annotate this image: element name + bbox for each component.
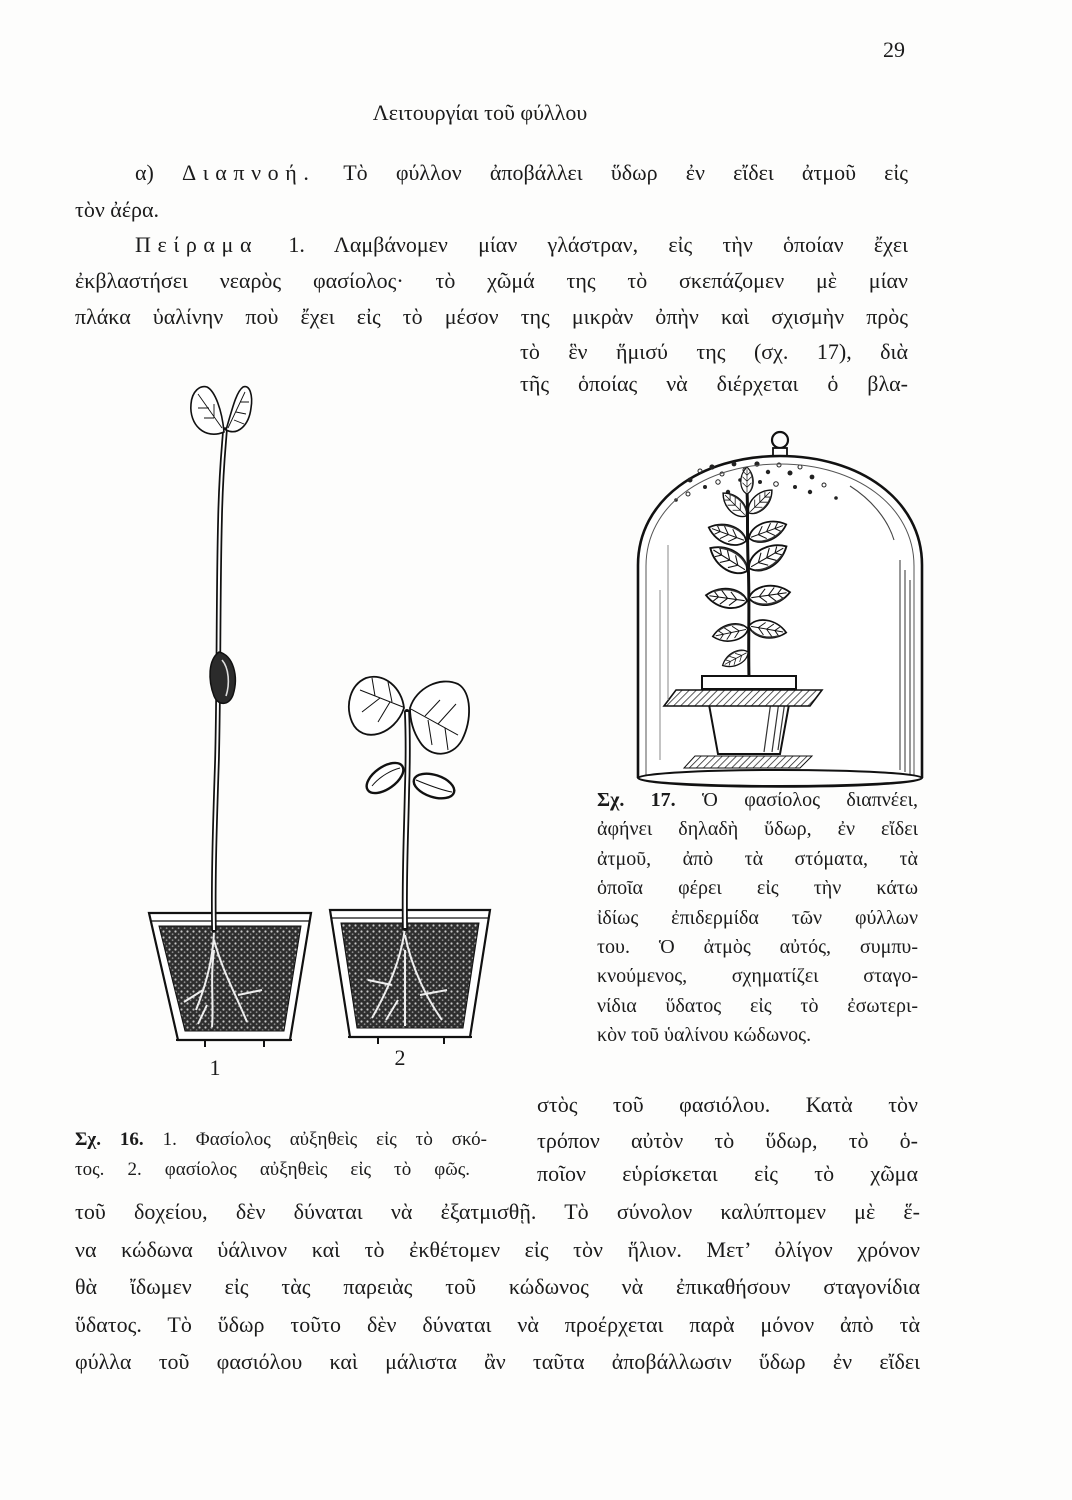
leaf bbox=[410, 681, 469, 753]
figure-16-caption-line bbox=[75, 1127, 487, 1153]
paragraph-line: φύλλα τοῦ φασιόλου καὶ μάλιστα ἂν ταῦτα ἀποβάλλωσιν ὕδωρ ἐν εἴδει bbox=[75, 1349, 920, 1374]
figure-17-caption-line: κὸν τοῦ ὑαλίνου κώδωνος. bbox=[597, 1024, 812, 1046]
paragraph-line: τρόπον αὐτὸν τὸ ὕδωρ, τὸ ὁ- bbox=[537, 1128, 918, 1153]
figure-16-label: Σχ. 16. bbox=[75, 1129, 144, 1150]
paragraph-line: ποῖον εὑρίσκεται εἰς τὸ χῶμα bbox=[537, 1161, 918, 1186]
term-experiment: Πείραμα bbox=[135, 232, 259, 257]
paragraph-line: πλάκα ὑαλίνην ποὺ ἔχει εἰς τὸ μέσον της μικρὰν ὀπὴν καὶ σχισμὴν πρὸς bbox=[75, 304, 908, 329]
paragraph-line: να κώδωνα ὑάλινον καὶ τὸ ἐκθέτομεν εἰς τὸν ἥλιον. Μετ’ ὀλίγον χρόνον bbox=[75, 1237, 920, 1262]
bell-jar-knob bbox=[772, 432, 788, 448]
paragraph-line: ὕδατος. Τὸ ὕδωρ τοῦτο δὲν δύναται νὰ προέρχεται παρὰ μόνον ἀπὸ τὰ bbox=[75, 1312, 920, 1337]
term-transpiration: Διαπνοή. bbox=[182, 160, 316, 185]
figure-17-caption-line: του. Ὁ ἀτμὸς αὐτός, συμπυ- bbox=[597, 936, 918, 958]
caption-text: Ὁ φασίολος διαπνέει, bbox=[702, 789, 918, 811]
paragraph-line: στὸς τοῦ φασιόλου. Κατὰ τὸν bbox=[537, 1092, 918, 1117]
figure-17-caption-line: νίδια ὕδατος εἰς τὸ ἐσωτερι- bbox=[597, 995, 918, 1017]
paragraph-text: 1. Λαμβάνομεν μίαν γλάστραν, εἰς τὴν ὁποίαν ἔχει bbox=[288, 232, 908, 257]
paragraph-line: τὸν ἀέρα. bbox=[75, 197, 160, 222]
figure-16-illustration bbox=[149, 387, 490, 1047]
paragraph-line: τὸ ἓν ἥμισύ της (σχ. 17), διὰ bbox=[520, 339, 908, 364]
page-number: 29 bbox=[883, 37, 905, 62]
pot-1 bbox=[149, 913, 311, 1047]
figure-17-caption-line: ἰδίως ἐπιδερμίδα τῶν φύλλων bbox=[597, 907, 918, 929]
paragraph-line: τοῦ δοχείου, δὲν δύναται νὰ ἐξατμισθῇ. Τὸ σύνολον καλύπτομεν μὲ ἕ- bbox=[75, 1199, 920, 1224]
figure-16-caption-line: τος. 2. φασίολος αὐξηθεὶς εἰς τὸ φῶς. bbox=[75, 1159, 470, 1180]
paragraph-line: ἐκβλαστήσει νεαρὸς φασίολος· τὸ χῶμά της τὸ σκεπάζομεν μὲ μίαν bbox=[75, 268, 908, 293]
figure-17-illustration bbox=[638, 432, 922, 787]
cotyledon bbox=[411, 769, 458, 803]
caption-text: 1. Φασίολος αὐξηθεὶς εἰς τὸ σκό- bbox=[162, 1129, 487, 1150]
paragraph-line: τῆς ὁποίας νὰ διέρχεται ὁ βλα- bbox=[520, 371, 908, 396]
paragraph-line bbox=[135, 159, 908, 187]
glass-plate bbox=[664, 690, 822, 706]
pot-2-label: 2 bbox=[394, 1045, 406, 1070]
figure-17-caption-line: κνούμενος, σχηματίζει σταγο- bbox=[597, 965, 918, 987]
figure-17-caption-line: ἀτμοῦ, ἀπὸ τὰ στόματα, τὰ bbox=[597, 848, 918, 870]
paragraph-line bbox=[135, 231, 908, 259]
section-heading: Λειτουργίαι τοῦ φύλλου bbox=[372, 100, 588, 125]
paragraph-text: Τὸ φύλλον ἀποβάλλει ὕδωρ ἐν εἴδει ἀτμοῦ εἰς bbox=[343, 160, 908, 185]
figure-17-caption-line bbox=[597, 787, 918, 813]
figure-17-caption-line: ὁποῖα φέρει εἰς τὴν κάτω bbox=[597, 877, 918, 899]
list-label: α) bbox=[135, 160, 154, 185]
pot-2 bbox=[330, 910, 490, 1044]
cotyledon bbox=[361, 757, 408, 799]
seedling-grown-in-dark bbox=[191, 387, 252, 930]
pot-1-label: 1 bbox=[209, 1055, 221, 1080]
seedling-grown-in-light bbox=[349, 677, 469, 928]
figure-17-caption-line: ἀφήνει δηλαδὴ ὕδωρ, ἐν εἴδει bbox=[597, 818, 918, 840]
leaf bbox=[191, 387, 224, 435]
figure-17-label: Σχ. 17. bbox=[597, 789, 676, 811]
leaf bbox=[349, 677, 404, 735]
paragraph-line: θὰ ἴδωμεν εἰς τὰς παρειὰς τοῦ κώδωνος νὰ ἐπικαθήσουν σταγονίδια bbox=[75, 1274, 920, 1299]
